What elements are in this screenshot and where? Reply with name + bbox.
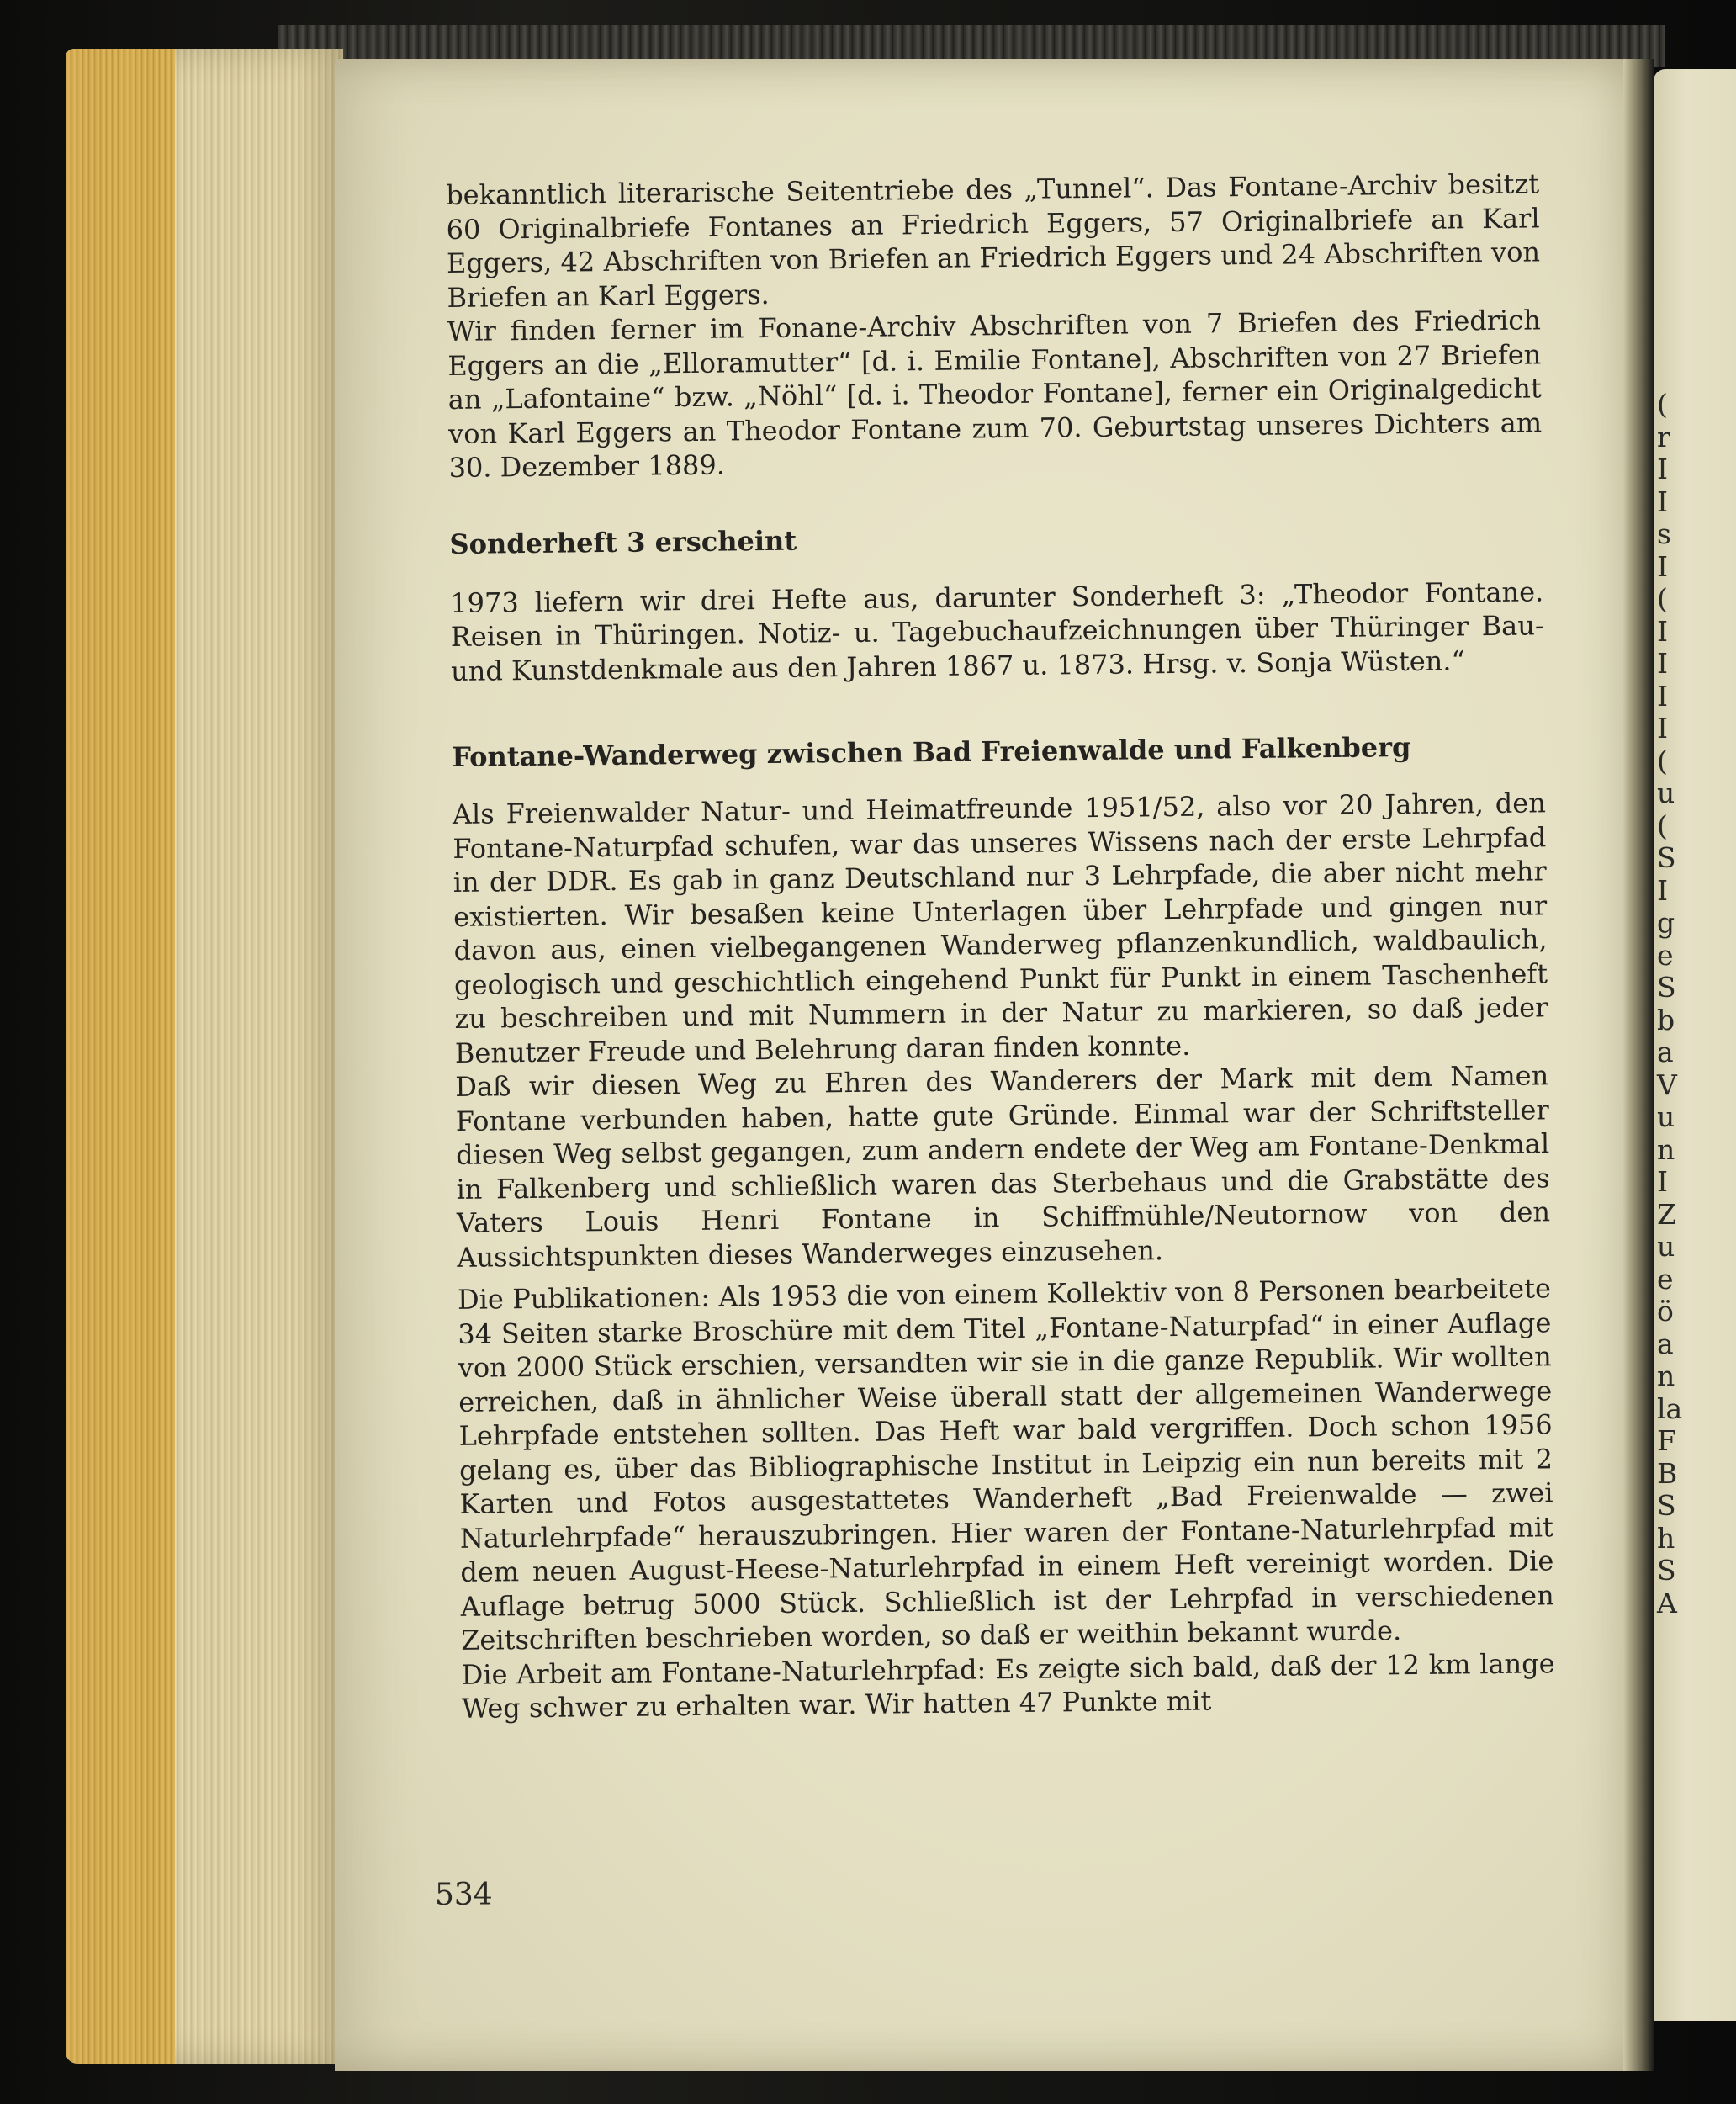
- book-page-edges: [66, 49, 343, 2064]
- page-text-block: [446, 167, 1555, 1725]
- paragraph-ehren: Daß wir diesen Weg zu Ehren des Wanderers der Mark mit dem Namen Fontane verbunden haben, hatte gute Gründe. Einmal war der Schriftsteller diesen Weg selbst gegangen, zum andern endete der Weg am Fontane-Denkmal in Falkenberg und schließlich waren das Sterbehaus und die Grabstätte des Vaters Louis Henri Fontane in Schiffmühle/Neutornow von den Aussichtspunkten dieses Wanderweges einzusehen.: [455, 1059, 1551, 1274]
- facing-page-edge: [1654, 69, 1736, 2021]
- paragraph-archive: Wir finden ferner im Fonane-Archiv Abschriften von 7 Briefen des Friedrich Eggers an die „Elloramutter“ [d. i. Emilie Fontane], Abschriften von 27 Briefen an „Lafontaine“ bzw. „Nöhl“ [d. i. Theodor Fontane], ferner ein Originalgedicht von Karl Eggers an Theodor Fontane zum 70. Geburtstag unseres Dichters am 30. Dezember 1889.: [447, 304, 1543, 484]
- heading-wanderweg: Fontane-Wanderweg zwischen Bad Freienwalde und Falkenberg: [452, 731, 1411, 773]
- facing-page-text-fragments: ( r I I s I ( I I I I ( u ( S I g e S b a V u n I Z u e ö a n la F B S h S A: [1657, 388, 1683, 1619]
- paragraph-publikationen: Die Publikationen: Als 1953 die von einem Kollektiv von 8 Personen bearbeitete 34 Seiten starke Broschüre mit dem Titel „Fontane-Naturpfad“ in einer Auflage von 2000 Stück erschien, versandten wir sie in die ganze Republik. Wir wollten erreichen, daß in ähnlicher Weise überall statt der allgemeinen Wanderwege Lehrpfade entstehen sollten. Das Heft war bald vergriffen. Doch schon 1956 gelang es, über das Bibliographische Institut in Leipzig ein nun bereits mit 2 Karten und Fotos ausgestattetes Wanderheft „Bad Freienwalde — zwei Naturlehrpfade“ herauszubringen. Hier waren der Fontane-Naturlehrpfad mit dem neuen August-Heese-Naturlehrpfad in einem Heft vereinigt worden. Die Auflage betrug 5000 Stück. Schließlich ist der Lehrpfad in verschiedenen Zeitschriften beschrieben worden, so daß er weithin bekannt wurde.: [457, 1272, 1554, 1656]
- paragraph-lehrpfad: Als Freienwalder Natur- und Heimatfreunde 1951/52, also vor 20 Jahren, den Fontane-Naturpfad schufen, war das unseres Wissens nach der erste Lehrpfad in der DDR. Es gab in ganz Deutschland nur 3 Lehrpfade, die aber nicht mehr existierten. Wir besaßen keine Unterlagen über Lehrpfade und gingen nur davon aus, einen vielbegangenen Wanderweg pflanzenkundlich, waldbaulich, geologisch und geschichtlich eingehend Punkt für Punkt in einem Taschenheft zu beschreiben und mit Nummern in der Natur zu markieren, so daß jeder Benutzer Freude und Belehrung daran finden konnte.: [452, 787, 1548, 1069]
- paragraph-arbeit: Die Arbeit am Fontane-Naturlehrpfad: Es zeigte sich bald, daß der 12 km lange Weg schwer zu erhalten war. Wir hatten 47 Punkte mit: [461, 1646, 1555, 1725]
- book-gutter: [1623, 59, 1654, 2071]
- page-number: 534: [435, 1878, 493, 1912]
- paragraph-intro: bekanntlich literarische Seitentriebe des „Tunnel“. Das Fontane-Archiv besitzt 60 Originalbriefe Fontanes an Friedrich Eggers, 57 Originalbriefe an Karl Eggers, 42 Abschriften von Briefen an Friedrich Eggers und 24 Abschriften von Briefen an Karl Eggers.: [446, 167, 1541, 314]
- heading-sonderheft: Sonderheft 3 erscheint: [449, 524, 797, 560]
- paragraph-sonderheft: 1973 liefern wir drei Hefte aus, darunter Sonderheft 3: „Theodor Fontane. Reisen in Thüringen. Notiz- u. Tagebuchaufzeichnungen über Thüringer Bau- und Kunstdenkmale aus den Jahren 1867 u. 1873. Hrsg. v. Sonja Wüsten.“: [450, 575, 1544, 687]
